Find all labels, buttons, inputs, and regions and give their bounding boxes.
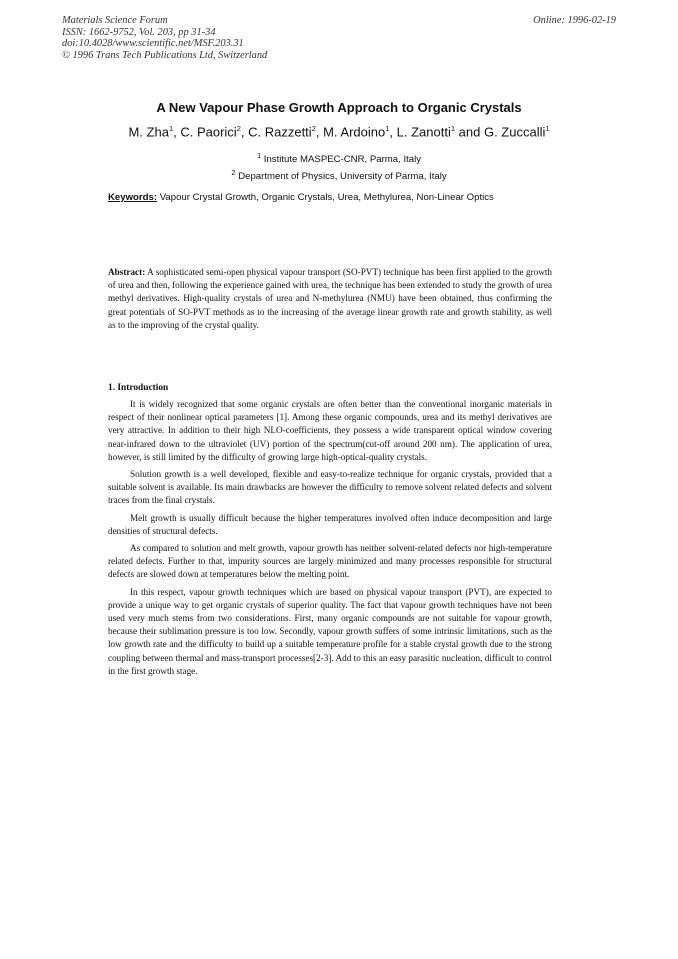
paragraph: Solution growth is a well developed, flexible and easy-to-realize technique for organic crystals, provided that a suitable solvent is available. Its main drawbacks are however the difficulty to remove solvent related defects and solvent traces from the final crystals. bbox=[108, 469, 552, 506]
affiliation-text: Institute MASPEC-CNR, Parma, Italy bbox=[263, 154, 422, 166]
section-heading: 1. Introduction bbox=[108, 383, 169, 393]
keywords-text: Vapour Crystal Growth, Organic Crystals, Urea, Methylurea, Non-Linear Optics bbox=[159, 192, 494, 203]
author-affil-sup: 2 bbox=[236, 124, 241, 133]
author-affil-sup: 1 bbox=[545, 124, 550, 133]
author-name: C. Razzetti bbox=[248, 124, 312, 140]
abstract-label: Abstract: bbox=[108, 267, 146, 277]
affiliation-sup: 2 bbox=[231, 168, 236, 177]
author-separator: , bbox=[315, 124, 324, 140]
paragraph: Melt growth is usually difficult because the higher temperatures involved often induce decomposition and large densities of structural defects. bbox=[108, 512, 552, 536]
author-name: M. Zha bbox=[128, 124, 169, 140]
copyright-line: © 1996 Trans Tech Publications Ltd, Switzerland bbox=[62, 49, 268, 61]
introduction-body bbox=[108, 398, 552, 682]
keywords bbox=[108, 192, 494, 203]
author-affil-sup: 2 bbox=[311, 124, 316, 133]
paragraph: In this respect, vapour growth techniques which are based on physical vapour transport (PVT), are expected to provide a unique way to get organic crystals of superior quality. The fact that vapour growth techniques have not been used very much stems from two considerations. First, many organic compounds are not suitable for vapour growth, because their sublimation pressure is too low. Secondly, vapour growth suffers of some intrinsic limitations, such as the low growth rate and the difficulty to build up a suitable temperature profile for a stable crystal growth due to the strong coupling between thermal and mass-transport processes[2-3]. Add to this an easy parasitic nucleation, difficult to control in the first growth stage. bbox=[108, 586, 552, 676]
doi-line: doi:10.4028/www.scientific.net/MSF.203.31 bbox=[62, 38, 244, 49]
affiliation-text: Department of Physics, University of Parma, Italy bbox=[238, 171, 447, 183]
issn-line: ISSN: 1662-9752, Vol. 203, pp 31-34 bbox=[62, 26, 216, 38]
journal-header bbox=[62, 15, 267, 61]
author-affil-sup: 1 bbox=[450, 124, 456, 133]
online-date: Online: 1996-02-19 bbox=[533, 15, 616, 26]
abstract-text: A sophisticated semi-open physical vapour transport (SO-PVT) technique has been first applied to the growth of urea and then, following the experience gained with urea, the technique has been extended to study the growth of urea methyl derivatives. High-quality crystals of urea and N-methylurea (NMU) have been obtained, thus confirming the great potentials of SO-PVT methods as to the increasing of the average linear growth rate and growth stability, as well as to the improving of the crystal quality. bbox=[108, 267, 553, 330]
author-separator: , bbox=[173, 124, 181, 140]
keywords-label: Keywords: bbox=[108, 192, 158, 203]
author-affil-sup: 1 bbox=[385, 124, 390, 133]
author-affil-sup: 1 bbox=[168, 124, 174, 133]
journal-name: Materials Science Forum bbox=[62, 15, 168, 26]
affiliation-1 bbox=[0, 151, 678, 165]
paragraph: It is widely recognized that some organic crystals are often better than the conventional inorganic materials in respect of their nonlinear optical parameters [1]. Among these organic compounds, urea and its methyl derivatives are very attractive. In addition to their high NLO-coefficients, they possess a wide transparent optical window covering near-infrared down to the ultraviolet (UV) portion of the spectrum(cut-off around 200 nm). The application of urea, however, is still limited by the difficulty of growing large high-optical-quality crystals. bbox=[108, 399, 552, 462]
author-separator: and bbox=[455, 124, 484, 140]
author-name: M. Ardoino bbox=[323, 124, 386, 140]
affiliation-sup: 1 bbox=[256, 151, 262, 160]
author-name: L. Zanotti bbox=[396, 124, 451, 140]
abstract bbox=[108, 266, 552, 332]
paragraph: As compared to solution and melt growth, vapour growth has neither solvent-related defects nor high-temperature related defects. Further to that, impurity sources are largely minimized and many processes responsible for structural defects are slowed down at temperatures below the melting point. bbox=[108, 543, 552, 580]
paper-title: A New Vapour Phase Growth Approach to Organic Crystals bbox=[156, 100, 522, 115]
author-list bbox=[0, 124, 678, 139]
affiliation-2 bbox=[0, 168, 678, 182]
author-separator: , bbox=[389, 124, 397, 140]
author-name: C. Paorici bbox=[180, 124, 237, 140]
author-separator: , bbox=[240, 124, 249, 140]
author-name: G. Zuccalli bbox=[483, 124, 546, 140]
